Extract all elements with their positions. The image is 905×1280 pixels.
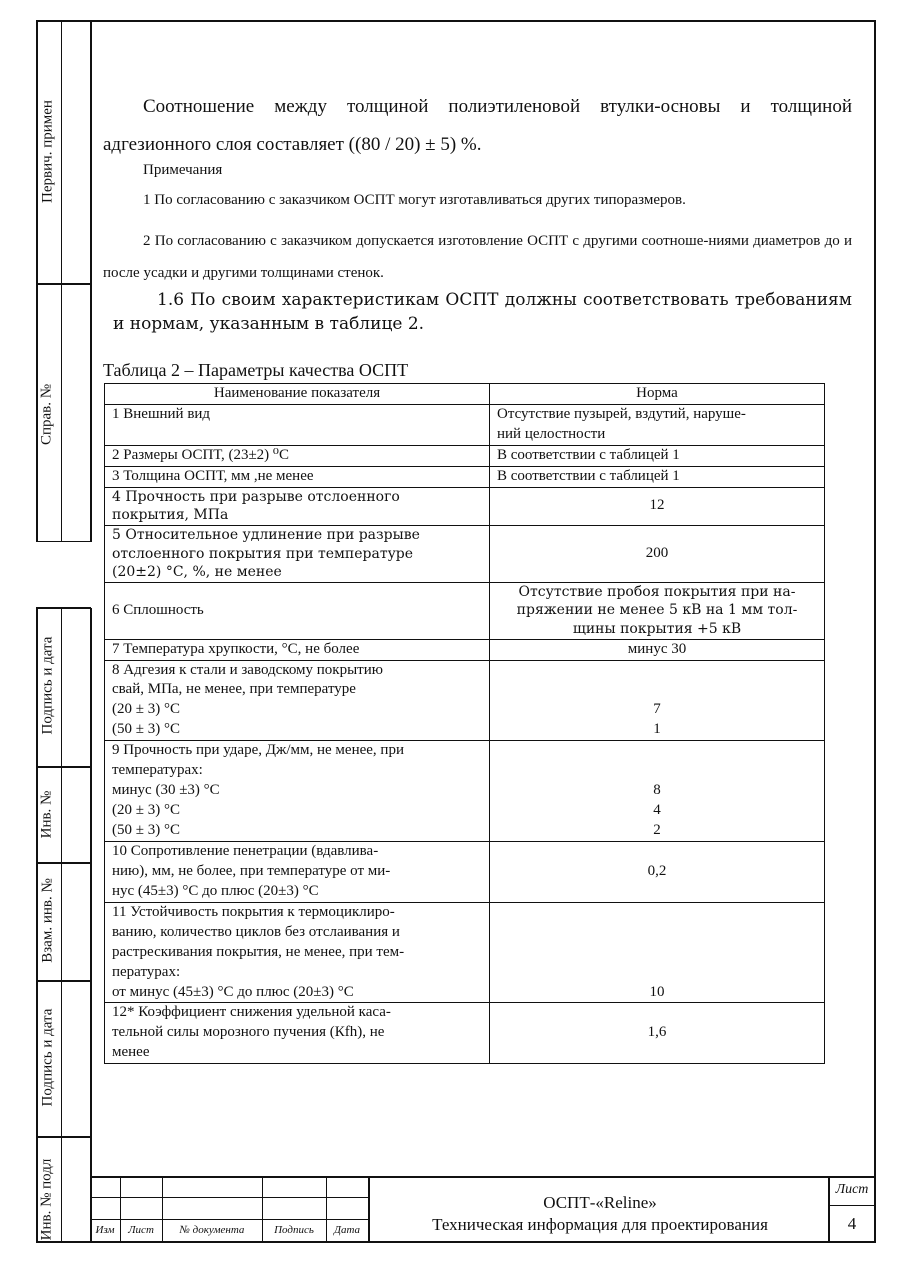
stamp-label-doc-no: № документа	[179, 1224, 245, 1236]
side-label-podpis-data: Подпись и дата	[39, 636, 56, 735]
table-row	[105, 466, 825, 487]
paragraph-ratio: Соотношение между толщиной полиэтиленовой втулки-основы и толщиной адгезионного слоя составляет ((80 / 20) ± 5) %.	[103, 96, 852, 155]
param-name: 4 Прочность при разрыве отслоенного покрытия, МПа	[105, 487, 490, 525]
document-title-line-2: Техническая информация для проектирования	[432, 1215, 768, 1235]
param-norm: минус 30	[490, 639, 825, 660]
document-title	[372, 1192, 828, 1236]
param-name: 12* Коэффициент снижения удельной каса- тельной силы морозного пучения (Кfh), не менее	[105, 1003, 490, 1064]
stamp-line	[90, 1176, 876, 1178]
side-stamp-cut	[36, 766, 91, 768]
sheet-number: 4	[847, 1214, 857, 1233]
table-row	[105, 525, 825, 582]
side-label-sprav-no: Справ. №	[38, 383, 55, 446]
param-norm: 200	[490, 525, 825, 582]
param-norm: В соответствии с таблицей 1	[490, 445, 825, 466]
param-name: 9 Прочность при ударе, Дж/мм, не менее, при температурах: минус (30 ±3) °С (20 ± 3) °С (50 ± 3) °С	[105, 741, 490, 842]
side-stamp-gap	[34, 542, 92, 608]
table-row	[105, 660, 825, 741]
table-row	[105, 741, 825, 842]
table-row	[105, 445, 825, 466]
table-row	[105, 582, 825, 639]
param-norm: Отсутствие пузырей, вздутий, наруше- ний целостности	[490, 404, 825, 445]
param-norm: Отсутствие пробоя покрытия при на- пряжении не менее 5 кВ на 1 мм тол- щины покрытия +5 кВ	[490, 582, 825, 639]
param-norm: 10	[490, 902, 825, 1003]
quality-parameters-table	[104, 383, 825, 1064]
note-2: 2 По согласованию с заказчиком допускается изготовление ОСПТ с другими соотноше-ниями диаметров до и после усадки и другими толщинами стенок.	[103, 233, 852, 281]
param-norm: 0,2	[490, 841, 825, 902]
side-stamp-cut	[36, 283, 91, 285]
column-header-norm: Норма	[490, 384, 825, 405]
notes-title: Примечания	[143, 162, 223, 178]
stamp-label-data: Дата	[333, 1224, 361, 1236]
table-row	[105, 639, 825, 660]
param-name: 7 Температура хрупкости, °С, не более	[105, 639, 490, 660]
table-row	[105, 487, 825, 525]
side-label-inv-no: Инв. №	[38, 790, 55, 839]
sheet-label: Лист	[835, 1182, 869, 1197]
column-header-name: Наименование показателя	[105, 384, 490, 405]
stamp-label-izm: Изм	[95, 1224, 115, 1236]
param-norm: 1,6	[490, 1003, 825, 1064]
param-norm: 8 4 2	[490, 741, 825, 842]
stamp-line	[368, 1176, 370, 1243]
param-name: 8 Адгезия к стали и заводскому покрытию свай, МПа, не менее, при температуре (20 ± 3) °С (50 ± 3) °С	[105, 660, 490, 741]
param-name: 11 Устойчивость покрытия к термоциклиро- ванию, количество циклов без отслаивания и растрескивания покрытия, не менее, при тем- пературах: от минус (45±3) °С до плюс (20±3) °С	[105, 902, 490, 1003]
param-norm: 7 1	[490, 660, 825, 741]
note-1: 1 По согласованию с заказчиком ОСПТ могут изготавливаться других типоразмеров.	[143, 192, 686, 208]
param-norm: В соответствии с таблицей 1	[490, 466, 825, 487]
param-name: 3 Толщина ОСПТ, мм ,не менее	[105, 466, 490, 487]
stamp-label-podpis: Подпись	[274, 1224, 314, 1236]
table-header-row	[105, 384, 825, 405]
paragraph-1-6: 1.6 По своим характеристикам ОСПТ должны соответствовать требованиям и нормам, указанным в таблице 2.	[113, 290, 852, 334]
side-stamp-cut	[36, 1136, 91, 1138]
stamp-line	[828, 1205, 876, 1206]
document-title-line-1: ОСПТ-«Reline»	[543, 1193, 657, 1212]
table-row	[105, 902, 825, 1003]
side-label-vzam-inv: Взам. инв. №	[39, 878, 56, 963]
side-label-podpis-data-2: Подпись и дата	[39, 1008, 56, 1107]
table-row	[105, 1003, 825, 1064]
table-row	[105, 841, 825, 902]
table-caption: Таблица 2 – Параметры качества ОСПТ	[103, 360, 409, 380]
param-name: 6 Сплошность	[105, 582, 490, 639]
param-name: 10 Сопротивление пенетрации (вдавлива- нию), мм, не более, при температуре от ми- нус (45±3) °С до плюс (20±3) °С	[105, 841, 490, 902]
side-label-perv-primen: Первич. примен	[39, 100, 56, 203]
param-norm: 12	[490, 487, 825, 525]
stamp-label-list: Лист	[128, 1224, 154, 1236]
param-name: 1 Внешний вид	[105, 404, 490, 445]
table-row	[105, 404, 825, 445]
param-name: 2 Размеры ОСПТ, (23±2) ⁰С	[105, 445, 490, 466]
title-block	[90, 1176, 876, 1243]
side-label-inv-no-podl: Инв. № подл	[38, 1158, 55, 1241]
param-name: 5 Относительное удлинение при разрыве отслоенного покрытия при температуре (20±2) °С, %, не менее	[105, 525, 490, 582]
